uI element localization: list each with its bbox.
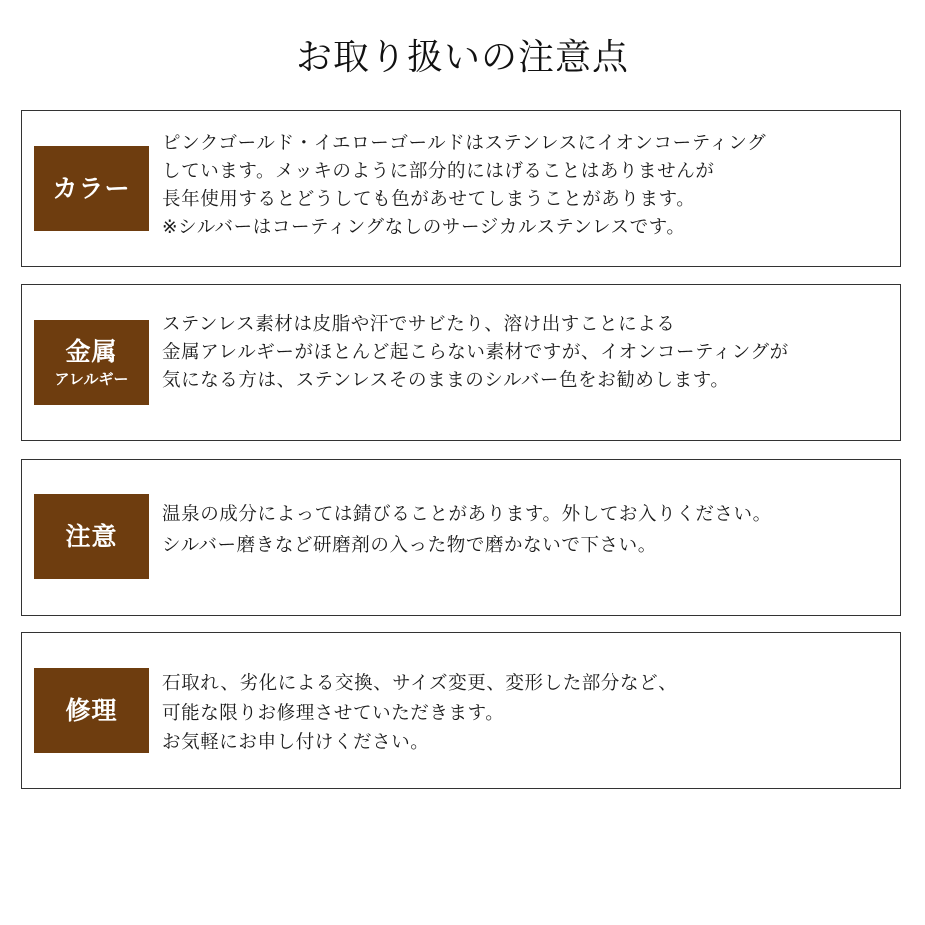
section-label: 金属 xyxy=(65,336,118,366)
section-text xyxy=(162,669,892,758)
section-text-line: 気になる方は、ステンレスそのままのシルバー色をお勧めします。 xyxy=(162,370,730,391)
section-text-line: 金属アレルギーがほとんど起こらない素材ですが、イオンコーティングが xyxy=(162,342,789,363)
section-label-badge xyxy=(34,668,149,753)
notice-box-repair xyxy=(21,632,901,789)
section-text xyxy=(162,499,892,561)
section-text-line: 温泉の成分によっては錆びることがあります。外してお入りください。 xyxy=(162,504,772,525)
section-label-badge xyxy=(34,320,149,405)
page-title: お取り扱いの注意点 xyxy=(295,37,629,78)
notice-box-metal-allergy xyxy=(21,284,901,441)
section-label: カラー xyxy=(52,173,131,203)
section-text-line: お気軽にお申し付けください。 xyxy=(162,732,430,753)
section-text-line: ステンレス素材は皮脂や汗でサビたり、溶け出すことによる xyxy=(162,314,676,335)
section-text-line: 可能な限りお修理させていただきます。 xyxy=(162,702,505,724)
section-text-line: 石取れ、劣化による交換、サイズ変更、変形した部分など、 xyxy=(162,673,678,694)
section-text-line: 長年使用するとどうしても色があせてしまうことがあります。 xyxy=(162,189,696,210)
section-label-badge xyxy=(34,494,149,579)
section-label: 修理 xyxy=(65,695,118,725)
section-text-line: ピンクゴールド・イエローゴールドはステンレスにイオンコーティング xyxy=(162,133,767,154)
notice-box-color xyxy=(21,110,901,267)
section-text xyxy=(162,130,892,242)
notice-box-caution xyxy=(21,459,901,616)
section-label: 注意 xyxy=(65,521,118,551)
section-sublabel: アレルギー xyxy=(54,369,129,388)
section-text-line: しています。メッキのように部分的にはげることはありませんが xyxy=(162,161,715,182)
section-text xyxy=(162,311,892,395)
section-text-line: ※シルバーはコーティングなしのサージカルステンレスです。 xyxy=(162,217,686,238)
section-text-line: シルバー磨きなど研磨剤の入った物で磨かないで下さい。 xyxy=(162,535,657,556)
section-label-badge xyxy=(34,146,149,231)
